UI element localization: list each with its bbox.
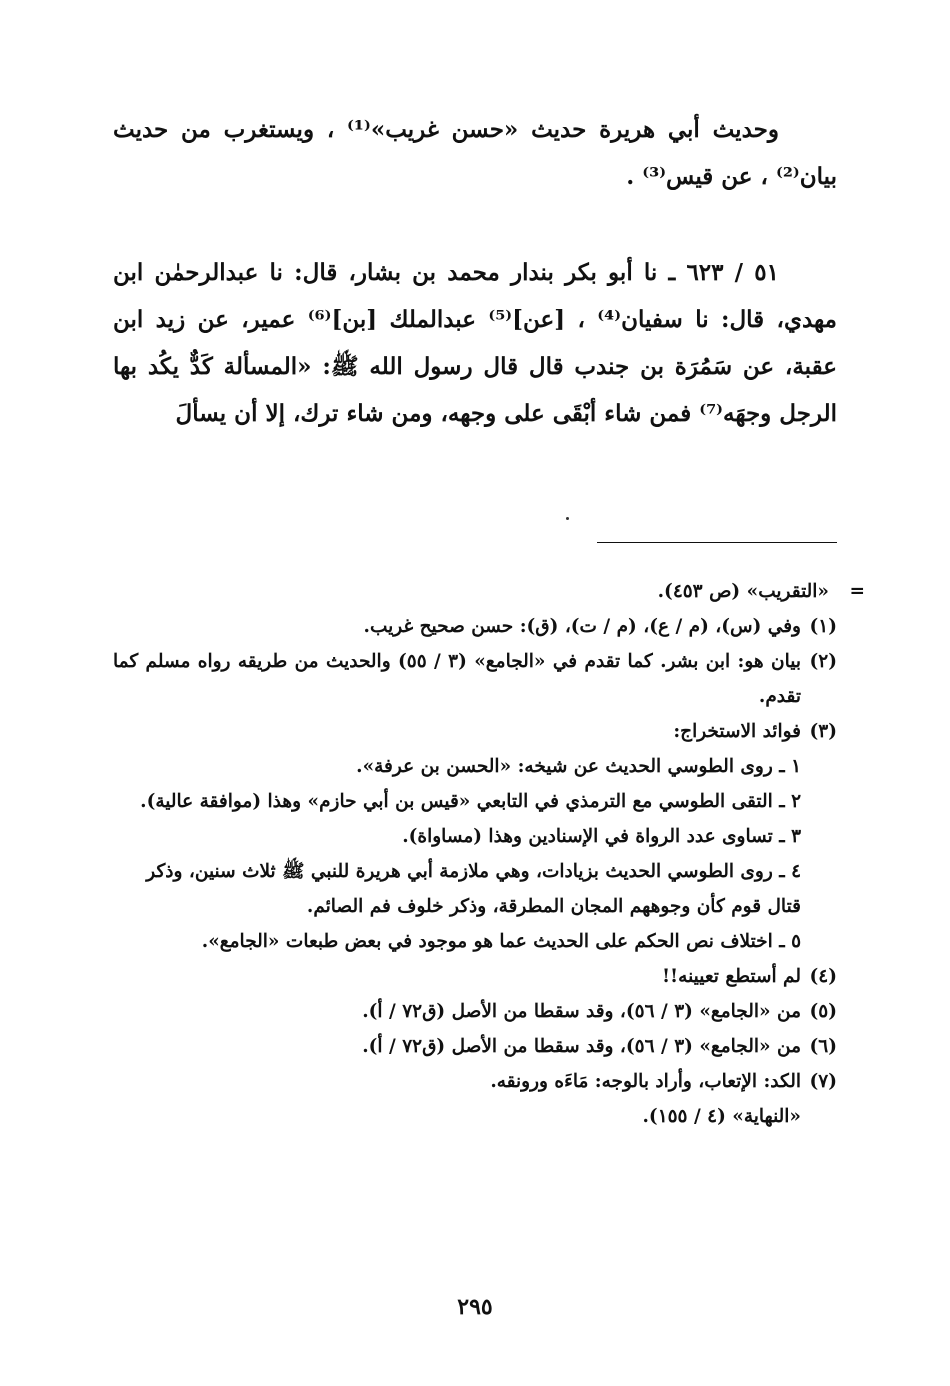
sub-item-text: ٤ ـ روى الطوسي الحديث بزيادات، وهي ملازمة أبي هريرة للنبي ﷺ ثلاث سنين، وذكر قتال قوم كأن وجوههم المجان المطرقة، وذكر خلوف فم الصائم. (146, 861, 801, 917)
footnote-text: فوائد الاستخراج: (673, 721, 801, 742)
footnote-3-sub-item (113, 749, 837, 784)
footnote-number: (٧) (809, 1071, 837, 1092)
footnote-3 (113, 714, 837, 749)
footnotes-section (113, 574, 865, 1134)
footnote-2 (113, 644, 837, 714)
paragraph-text: وحديث أبي هريرة حديث «حسن غريب»⁽¹⁾ ، ويستغرب من حديث بيان⁽²⁾ ، عن قيس⁽³⁾ . (113, 116, 837, 190)
footnote-text: لم أستطع تعيينه!! (661, 966, 801, 987)
footnote-text: «النهاية» (٤ / ١٥٥). (642, 1106, 801, 1127)
page-number: ٢٩٥ (457, 1294, 493, 1320)
footnote-number: (٤) (809, 966, 837, 987)
main-text-paragraph-2 (113, 249, 837, 437)
footnote-divider (597, 542, 837, 543)
footnote-number: (٥) (809, 1001, 837, 1022)
footnote-text: الكد: الإتعاب، وأراد بالوجه: مَاءَه ورونقه. (490, 1071, 801, 1092)
footnote-7-continuation (113, 1099, 837, 1134)
paragraph-text: ٥١ / ٦٢٣ ـ نا أبو بكر بندار محمد بن بشار، قال: نا عبدالرحمٰن ابن مهدي، قال: نا سفيان⁽⁴⁾ ، [عن]⁽⁵⁾ عبدالملك [بن]⁽⁶⁾ عمير، عن زيد ابن عقبة، عن سَمُرَة بن جندب قال قال رسول الله ﷺ: «المسألة كَدٌّ يكُد بها الرجل وجهَه⁽⁷⁾ فمن شاء أبْقَى على وجهه، ومن شاء ترك، إلا أن يسألَ (113, 259, 837, 427)
footnote-1 (113, 609, 837, 644)
footnote-continuation (113, 574, 865, 609)
footnote-number: (٢) (809, 651, 837, 672)
footnote-4 (113, 959, 837, 994)
stray-dot (566, 517, 569, 520)
continuation-marker: = (849, 581, 865, 602)
sub-item-text: ٢ ـ التقى الطوسي مع الترمذي في التابعي «قيس بن أبي حازم» وهذا (موافقة عالية). (140, 791, 801, 812)
sub-item-text: ١ ـ روى الطوسي الحديث عن شيخه: «الحسن بن عرفة». (356, 756, 801, 777)
footnote-number: (٣) (809, 721, 837, 742)
footnote-5 (113, 994, 837, 1029)
footnote-number: (١) (809, 616, 837, 637)
footnote-3-sub-item (113, 784, 837, 819)
footnote-text: بيان هو: ابن بشر. كما تقدم في «الجامع» (٣ / ٥٥) والحديث من طريقه رواه مسلم كما تقدم. (113, 651, 801, 707)
footnote-7 (113, 1064, 837, 1099)
footnote-text: وفي (س)، (م / ع)، (م / ت)، (ق): حسن صحيح غريب. (363, 616, 801, 637)
footnote-3-sub-item (113, 924, 837, 959)
footnote-text: من «الجامع» (٣ / ٥٦)، وقد سقطا من الأصل (ق٧٢ / أ). (362, 1001, 801, 1022)
main-text-paragraph-1 (113, 106, 837, 200)
sub-item-text: ٣ ـ تساوى عدد الرواة في الإسنادين وهذا (مساواة). (402, 826, 801, 847)
footnote-6 (113, 1029, 837, 1064)
footnote-text: من «الجامع» (٣ / ٥٦)، وقد سقطا من الأصل (ق٧٢ / أ). (362, 1036, 801, 1057)
footnote-3-sub-item (113, 854, 837, 924)
footnote-3-sub-item (113, 819, 837, 854)
footnote-number: (٦) (809, 1036, 837, 1057)
footnote-text: «التقريب» (ص ٤٥٣). (657, 581, 829, 602)
sub-item-text: ٥ ـ اختلاف نص الحكم على الحديث عما هو موجود في بعض طبعات «الجامع». (201, 931, 801, 952)
